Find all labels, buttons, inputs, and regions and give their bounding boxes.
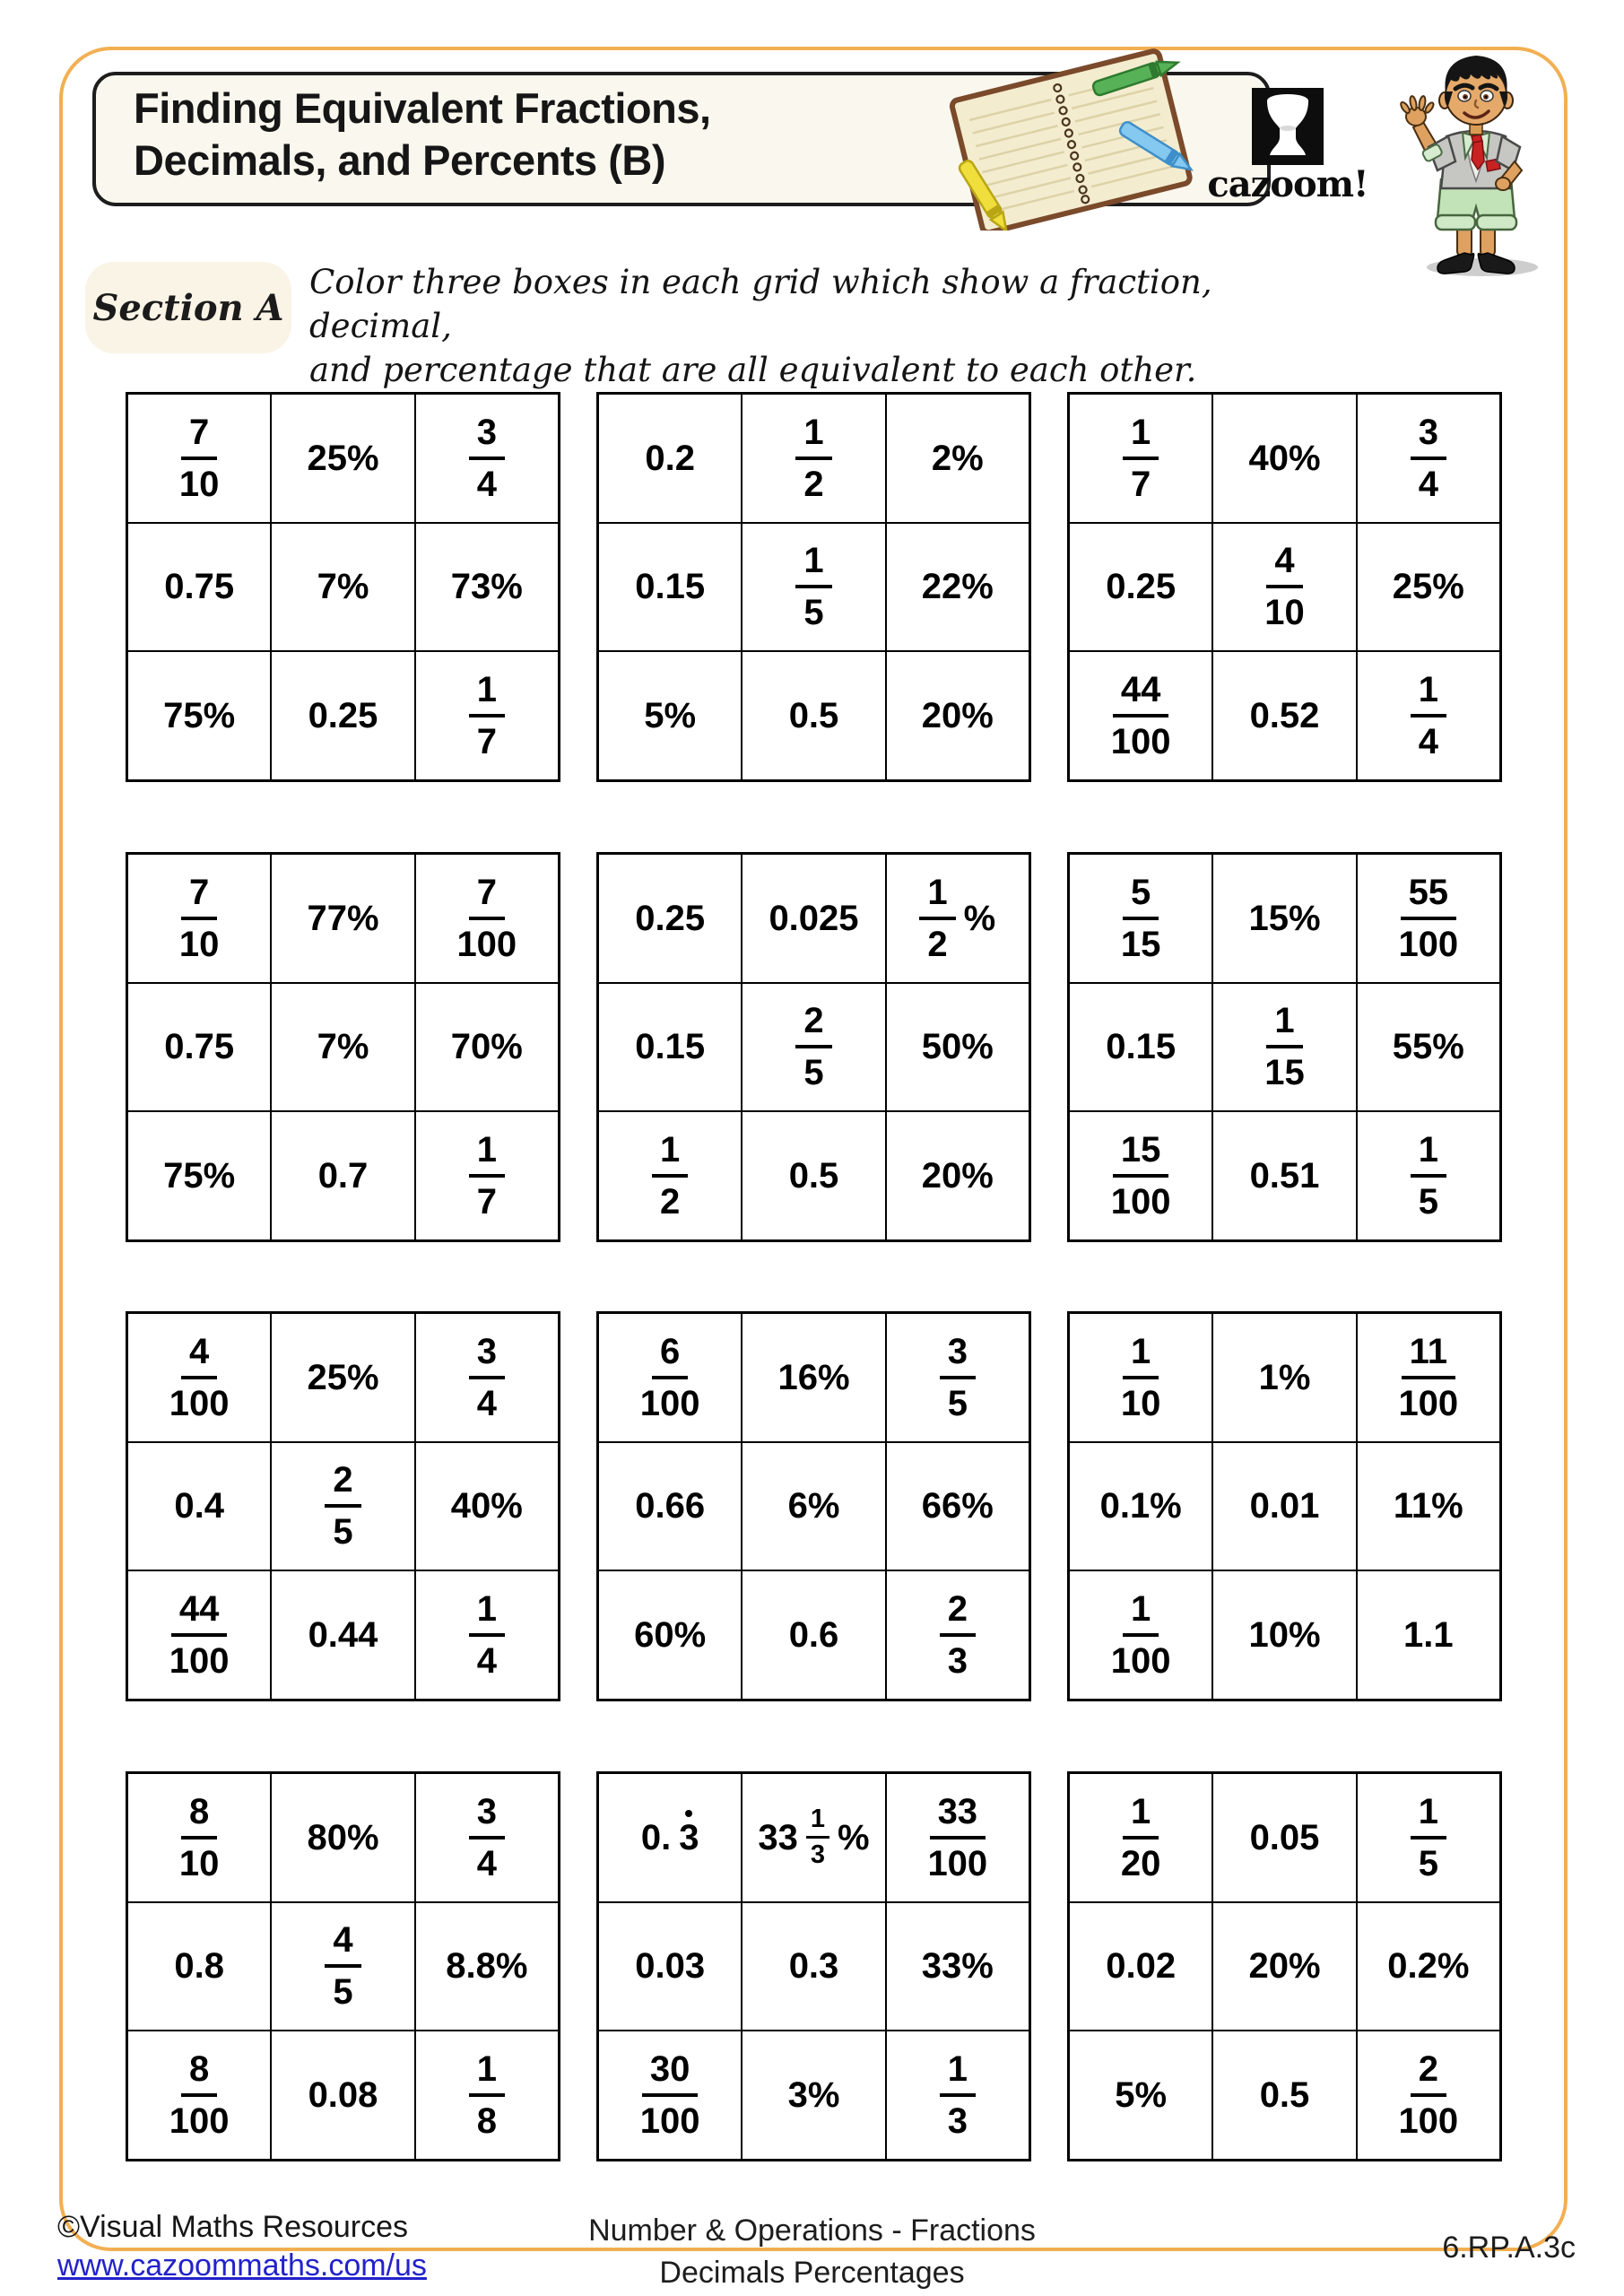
grid-4-cell-r3-c2[interactable] [271, 1111, 414, 1240]
cell-value: 25% [307, 438, 379, 478]
cell-value: 11% [1393, 1486, 1463, 1526]
fraction-value: $\frac{1}{2}$ [652, 1132, 688, 1220]
grid-4-cell-r2-c3[interactable] [415, 983, 559, 1112]
grid-6 [1067, 852, 1502, 1242]
grid-1-cell-r2-c1[interactable] [127, 523, 271, 652]
cell-value [1123, 414, 1159, 502]
cell-value: 15% [1248, 898, 1321, 938]
fraction-value: $\frac{1}{2}$ [795, 414, 831, 502]
cell-value: 10% [1248, 1615, 1321, 1656]
cell-value: 0.6 [788, 1615, 839, 1656]
cell-value: 0.01 [1249, 1486, 1320, 1526]
drum-icon [1261, 92, 1315, 161]
cell-value: 40% [450, 1486, 523, 1526]
cell-value: 0.51 [1249, 1156, 1320, 1196]
grid-10-cell-r1-c2[interactable] [271, 1773, 414, 1902]
cell-value: 8.8% [446, 1946, 528, 1987]
cell-value [469, 1331, 505, 1423]
cell-value: 7% [317, 1027, 369, 1067]
cell-value [161, 1589, 238, 1682]
cell-value [469, 1589, 505, 1682]
cell-value: 0.2% [1387, 1946, 1470, 1987]
grid-5-cell-r3-c2[interactable] [742, 1111, 885, 1240]
grid-2 [596, 392, 1031, 782]
grid-3-cell-r2-c1[interactable] [1069, 523, 1212, 652]
grid-7-cell-r2-c1[interactable] [127, 1442, 271, 1571]
footer-topic-line1: Number & Operations - Fractions [588, 2213, 1036, 2248]
grid-12-cell-r2-c2[interactable] [1212, 1902, 1356, 2031]
grid-5-cell-r1-c3[interactable] [886, 854, 1029, 983]
grid-9-cell-r2-c2[interactable] [1212, 1442, 1356, 1571]
fraction-value: $\frac{1}{3}$ [940, 2051, 976, 2139]
cell-value: 66% [921, 1486, 994, 1526]
fraction-value: $\frac{2}{5}$ [325, 1462, 360, 1550]
cell-value [325, 1920, 360, 2013]
cell-value: 7% [317, 567, 369, 607]
grid-6-cell-r1-c1[interactable] [1069, 854, 1212, 983]
cell-value [1411, 414, 1446, 502]
grid-8-cell-r1-c2[interactable] [742, 1313, 885, 1442]
cell-value: 33 $\frac{1}{3}$ % [758, 1805, 870, 1870]
grid-11-cell-r2-c2[interactable] [742, 1902, 885, 2031]
grid-6-cell-r1-c2[interactable] [1212, 854, 1356, 983]
cell-value: 55% [1392, 1027, 1464, 1067]
grid-11-cell-r2-c1[interactable] [598, 1902, 742, 2031]
fraction-value: $\frac{6}{100}$ [639, 1331, 700, 1423]
grid-10-cell-r2-c2[interactable] [271, 1902, 414, 2031]
grid-6-cell-r2-c3[interactable] [1357, 983, 1500, 1112]
grid-11-cell-r1-c3[interactable] [886, 1773, 1029, 1902]
cell-value [448, 874, 525, 962]
cazoom-logo-text: cazoom! [1207, 163, 1368, 205]
cell-value: 0.66 [635, 1486, 706, 1526]
footer-topic [588, 2210, 1036, 2294]
cell-value: 50% [921, 1027, 994, 1067]
fraction-value: $\frac{8}{10}$ [178, 1791, 220, 1883]
fraction-value: $\frac{1}{3}$ [806, 1806, 829, 1868]
fraction-value: $\frac{1}{15}$ [1264, 1001, 1305, 1093]
cell-value [1103, 672, 1179, 760]
page-title [134, 83, 711, 187]
grid-9-cell-r3-c1[interactable] [1069, 1570, 1212, 1700]
cell-value: 1% [1258, 1357, 1311, 1397]
cell-value: 16% [777, 1357, 850, 1397]
cell-value: 0.25 [308, 696, 378, 736]
cell-value [1411, 1132, 1446, 1220]
grid-7-cell-r1-c2[interactable] [271, 1313, 414, 1442]
notebook-illustration [933, 47, 1211, 230]
grid-7-cell-r3-c3[interactable] [415, 1570, 559, 1700]
cell-value: 3% [787, 2075, 840, 2116]
cell-value: 0.4 [174, 1486, 224, 1526]
cell-value [171, 414, 228, 502]
grid-1 [126, 392, 560, 782]
fraction-value: $\frac{1}{5}$ [1411, 1794, 1446, 1882]
cell-value: 25% [1392, 567, 1464, 607]
grid-9-cell-r3-c2[interactable] [1212, 1570, 1356, 1700]
fraction-value: $\frac{1}{7}$ [1123, 414, 1159, 502]
grid-3-cell-r3-c2[interactable] [1212, 651, 1356, 780]
grid-8-cell-r3-c2[interactable] [742, 1570, 885, 1700]
cell-value [1103, 1589, 1179, 1682]
cell-value: 5% [644, 696, 697, 736]
grid-2-cell-r2-c2[interactable] [742, 523, 885, 652]
grid-11-cell-r1-c2[interactable] [742, 1773, 885, 1902]
fraction-value: $\frac{3}{4}$ [469, 414, 505, 502]
fraction-value: $\frac{1}{4}$ [1411, 672, 1446, 760]
fraction-value: $\frac{3}{4}$ [469, 1334, 505, 1422]
fraction-value: $\frac{8}{100}$ [169, 2049, 230, 2142]
cell-value: 25% [307, 1357, 379, 1397]
grid-11-cell-r1-c1[interactable] [598, 1773, 742, 1902]
grid-10-cell-r2-c1[interactable] [127, 1902, 271, 2031]
fraction-value: $\frac{55}{100}$ [1398, 872, 1459, 964]
grid-7-cell-r1-c1[interactable] [127, 1313, 271, 1442]
grid-6-cell-r2-c2[interactable] [1212, 983, 1356, 1112]
grid-3-cell-r3-c1[interactable] [1069, 651, 1212, 780]
grid-10-cell-r1-c3[interactable] [415, 1773, 559, 1902]
copyright-text: ©Visual Maths Resources [57, 2210, 409, 2244]
cell-value: 0.5 [1259, 2075, 1310, 2116]
cell-value [795, 414, 831, 502]
grid-1-cell-r1-c1[interactable] [127, 394, 271, 523]
grid-1-cell-r2-c2[interactable] [271, 523, 414, 652]
cell-value [1113, 874, 1169, 962]
grid-5-cell-r2-c2[interactable] [742, 983, 885, 1112]
grid-11-cell-r3-c1[interactable] [598, 2031, 742, 2160]
cell-value: 0.15 [635, 1027, 706, 1067]
grid-10 [126, 1771, 560, 2161]
fraction-value: $\frac{2}{100}$ [1398, 2049, 1459, 2142]
standard-code: 6.RP.A.3c [1442, 2231, 1576, 2265]
website-link[interactable]: www.cazoommaths.com/us [57, 2248, 427, 2283]
grid-2-cell-r2-c3[interactable] [886, 523, 1029, 652]
cell-value [795, 1003, 831, 1091]
grid-11-cell-r2-c3[interactable] [886, 1902, 1029, 2031]
cell-value: 0.15 [635, 567, 706, 607]
fraction-value: $\frac{1}{7}$ [469, 1132, 505, 1220]
grid-4-cell-r2-c2[interactable] [271, 983, 414, 1112]
grid-2-cell-r1-c2[interactable] [742, 394, 885, 523]
fraction-value: $\frac{7}{10}$ [178, 412, 220, 504]
grid-8-cell-r3-c1[interactable] [598, 1570, 742, 1700]
grid-2-cell-r1-c1[interactable] [598, 394, 742, 523]
grid-11 [596, 1771, 1031, 2161]
cell-value [1390, 1331, 1466, 1423]
cell-value: 20% [921, 696, 994, 736]
cell-value [940, 1331, 976, 1423]
instruction-line1: Color three boxes in each grid which show a fraction, decimal, [309, 263, 1212, 345]
fraction-value: $\frac{11}{100}$ [1398, 1331, 1459, 1423]
grid-10-cell-r3-c2[interactable] [271, 2031, 414, 2160]
cell-value [940, 2049, 976, 2142]
cell-value [1256, 1003, 1313, 1091]
cell-value [325, 1462, 360, 1550]
boy-character [1385, 47, 1556, 282]
grid-12-cell-r3-c1[interactable] [1069, 2031, 1212, 2160]
cell-value: 0.75 [164, 1027, 235, 1067]
grid-7 [126, 1311, 560, 1701]
cell-value: 75% [163, 696, 236, 736]
cell-value [469, 2049, 505, 2142]
cell-value [469, 672, 505, 760]
cell-value: 0.1% [1099, 1486, 1182, 1526]
fraction-value: $\frac{1}{100}$ [1110, 1589, 1171, 1682]
grid-9-cell-r1-c3[interactable] [1357, 1313, 1500, 1442]
cell-value [919, 1791, 995, 1883]
cell-value [1103, 1132, 1179, 1220]
cell-value: 75% [163, 1156, 236, 1196]
cell-value: 0.025 [769, 898, 859, 938]
grid-1-cell-r3-c1[interactable] [127, 651, 271, 780]
grid-4 [126, 852, 560, 1242]
cell-value [161, 2049, 238, 2142]
cell-value: 0.25 [635, 898, 706, 938]
fraction-value: $\frac{44}{100}$ [169, 1589, 230, 1682]
grid-2-cell-r3-c1[interactable] [598, 651, 742, 780]
cell-value: 0.15 [1106, 1027, 1177, 1067]
footer-topic-line2: Decimals Percentages [659, 2256, 965, 2290]
fraction-value: $\frac{5}{15}$ [1120, 872, 1161, 964]
grid-10-cell-r1-c1[interactable] [127, 1773, 271, 1902]
fraction-value: $\frac{2}{5}$ [795, 1003, 831, 1091]
cell-value: 0.02 [1106, 1946, 1177, 1987]
grid-8 [596, 1311, 1031, 1701]
fraction-value: $\frac{1}{7}$ [469, 672, 505, 760]
fraction-value: $\frac{30}{100}$ [639, 2049, 700, 2142]
fraction-value: $\frac{4}{5}$ [325, 1922, 360, 2010]
grid-6-cell-r1-c3[interactable] [1357, 854, 1500, 983]
fraction-value: $\frac{1}{10}$ [1120, 1331, 1161, 1423]
grid-1-cell-r3-c3[interactable] [415, 651, 559, 780]
cell-value: 20% [1248, 1946, 1321, 1987]
cell-value [1390, 874, 1466, 962]
cell-value: 0.2 [645, 438, 695, 478]
fraction-value: $\frac{1}{5}$ [795, 543, 831, 631]
cell-value [161, 1331, 238, 1423]
grid-5-cell-r1-c2[interactable] [742, 854, 885, 983]
cell-value: 0.3 [788, 1946, 839, 1987]
grid-5-cell-r2-c3[interactable] [886, 983, 1029, 1112]
fraction-value: $\frac{33}{100}$ [927, 1791, 988, 1883]
grid-11-cell-r3-c2[interactable] [742, 2031, 885, 2160]
cell-value: 5% [1115, 2075, 1168, 2116]
grid-3-cell-r2-c3[interactable] [1357, 523, 1500, 652]
grid-5-cell-r3-c3[interactable] [886, 1111, 1029, 1240]
grid-7-cell-r3-c1[interactable] [127, 1570, 271, 1700]
fraction-value: $\frac{2}{3}$ [940, 1591, 976, 1679]
cell-value [652, 1132, 688, 1220]
fraction-value: $\frac{4}{10}$ [1264, 541, 1305, 633]
grid-5-cell-r1-c1[interactable] [598, 854, 742, 983]
grid-3-cell-r1-c1[interactable] [1069, 394, 1212, 523]
cell-value: 0.03 [635, 1946, 706, 1987]
cell-value: 40% [1248, 438, 1321, 478]
cell-value [1411, 1791, 1446, 1883]
cell-value: 20% [921, 1156, 994, 1196]
cell-value: 0. 3 [640, 1817, 699, 1857]
cell-value: 0.44 [308, 1615, 378, 1656]
instruction-text [309, 260, 1296, 392]
grid-6-cell-r3-c3[interactable] [1357, 1111, 1500, 1240]
cell-value: 0.5 [788, 1156, 839, 1196]
grid-9-cell-r2-c3[interactable] [1357, 1442, 1500, 1571]
grid-4-cell-r2-c1[interactable] [127, 983, 271, 1112]
grid-8-cell-r2-c2[interactable] [742, 1442, 885, 1571]
grid-12-cell-r1-c1[interactable] [1069, 1773, 1212, 1902]
grid-12-cell-r2-c3[interactable] [1357, 1902, 1500, 2031]
grid-6-cell-r3-c2[interactable] [1212, 1111, 1356, 1240]
grid-8-cell-r2-c1[interactable] [598, 1442, 742, 1571]
cell-value: 2% [931, 438, 984, 478]
grid-7-cell-r2-c2[interactable] [271, 1442, 414, 1571]
fraction-value: $\frac{3}{4}$ [1411, 414, 1446, 502]
grid-8-cell-r2-c3[interactable] [886, 1442, 1029, 1571]
fraction-value: $\frac{7}{10}$ [178, 872, 220, 964]
page-title-line2: Decimals, and Percents (B) [134, 136, 665, 184]
cell-value: $\frac{1}{2}$ % [919, 874, 995, 962]
grid-7-cell-r2-c3[interactable] [415, 1442, 559, 1571]
grid-3-cell-r1-c3[interactable] [1357, 394, 1500, 523]
page-title-line1: Finding Equivalent Fractions, [134, 84, 711, 132]
grid-8-cell-r1-c1[interactable] [598, 1313, 742, 1442]
grid-12-cell-r3-c3[interactable] [1357, 2031, 1500, 2160]
grid-12-cell-r3-c2[interactable] [1212, 2031, 1356, 2160]
grid-7-cell-r3-c2[interactable] [271, 1570, 414, 1700]
cell-value: 0.08 [308, 2075, 378, 2116]
grid-11-cell-r3-c3[interactable] [886, 2031, 1029, 2160]
cell-value [632, 2049, 708, 2142]
grid-12-cell-r2-c1[interactable] [1069, 1902, 1212, 2031]
grid-5 [596, 852, 1031, 1242]
grid-1-cell-r3-c2[interactable] [271, 651, 414, 780]
cell-value: 60% [634, 1615, 707, 1656]
cell-value: 0.52 [1249, 696, 1320, 736]
grid-9-cell-r3-c3[interactable] [1357, 1570, 1500, 1700]
cazoom-logo [1252, 88, 1324, 165]
grid-12 [1067, 1771, 1502, 2161]
fraction-value: $\frac{1}{8}$ [469, 2051, 505, 2139]
grid-9-cell-r1-c1[interactable] [1069, 1313, 1212, 1442]
grid-3 [1067, 392, 1502, 782]
grid-3-cell-r1-c2[interactable] [1212, 394, 1356, 523]
grid-8-cell-r1-c3[interactable] [886, 1313, 1029, 1442]
grid-2-cell-r3-c2[interactable] [742, 651, 885, 780]
grid-4-cell-r1-c2[interactable] [271, 854, 414, 983]
grid-7-cell-r1-c3[interactable] [415, 1313, 559, 1442]
fraction-value: $\frac{7}{100}$ [456, 872, 517, 964]
fraction-value: $\frac{4}{100}$ [169, 1331, 230, 1423]
cell-value: 6% [787, 1486, 840, 1526]
grid-1-cell-r2-c3[interactable] [415, 523, 559, 652]
grid-5-cell-r2-c1[interactable] [598, 983, 742, 1112]
fraction-value: $\frac{1}{4}$ [469, 1591, 505, 1679]
grid-4-cell-r3-c3[interactable] [415, 1111, 559, 1240]
cell-value: 80% [307, 1817, 379, 1857]
grid-10-cell-r3-c3[interactable] [415, 2031, 559, 2160]
cell-value: 0.7 [317, 1156, 369, 1196]
cell-value [1113, 1331, 1169, 1423]
cell-value: 1.1 [1403, 1615, 1454, 1656]
grid-12-cell-r1-c3[interactable] [1357, 1773, 1500, 1902]
cell-value: 0.75 [164, 567, 235, 607]
grid-10-cell-r3-c1[interactable] [127, 2031, 271, 2160]
cell-value: 70% [450, 1027, 523, 1067]
grid-9 [1067, 1311, 1502, 1701]
grid-5-cell-r3-c1[interactable] [598, 1111, 742, 1240]
grid-1-cell-r1-c2[interactable] [271, 394, 414, 523]
grid-10-cell-r2-c3[interactable] [415, 1902, 559, 2031]
cell-value: 0.05 [1249, 1817, 1320, 1857]
fraction-value: $\frac{1}{20}$ [1120, 1791, 1161, 1883]
fraction-value: $\frac{15}{100}$ [1110, 1130, 1171, 1222]
cell-value [1411, 672, 1446, 760]
cell-value [171, 874, 228, 962]
grid-4-cell-r3-c1[interactable] [127, 1111, 271, 1240]
cell-value [1113, 1791, 1169, 1883]
cell-value [795, 543, 831, 631]
grid-3-cell-r2-c2[interactable] [1212, 523, 1356, 652]
grid-9-cell-r1-c2[interactable] [1212, 1313, 1356, 1442]
grid-9-cell-r2-c1[interactable] [1069, 1442, 1212, 1571]
cell-value: 0.25 [1106, 567, 1177, 607]
cell-value: 0.8 [174, 1946, 224, 1987]
grid-6-cell-r3-c1[interactable] [1069, 1111, 1212, 1240]
fraction-value: $\frac{1}{5}$ [1411, 1132, 1446, 1220]
grid-2-cell-r1-c3[interactable] [886, 394, 1029, 523]
grid-1-cell-r1-c3[interactable] [415, 394, 559, 523]
cell-value [940, 1589, 976, 1682]
grid-6-cell-r2-c1[interactable] [1069, 983, 1212, 1112]
cell-value [469, 414, 505, 502]
cell-value: 33% [921, 1946, 994, 1987]
fraction-value: $\frac{3}{5}$ [940, 1334, 976, 1422]
grid-8-cell-r3-c3[interactable] [886, 1570, 1029, 1700]
cell-value [1256, 543, 1313, 631]
cell-value [469, 1791, 505, 1883]
grid-3-cell-r3-c3[interactable] [1357, 651, 1500, 780]
instruction-line2: and percentage that are all equivalent to each other. [309, 351, 1197, 389]
cell-value [1390, 2049, 1466, 2142]
cell-value [469, 1132, 505, 1220]
cell-value: 77% [307, 898, 379, 938]
grid-2-cell-r3-c3[interactable] [886, 651, 1029, 780]
cell-value: 73% [450, 567, 523, 607]
cell-value [632, 1331, 708, 1423]
grid-4-cell-r1-c1[interactable] [127, 854, 271, 983]
cell-value: 0.5 [788, 696, 839, 736]
section-label: Section A [85, 262, 291, 353]
grid-12-cell-r1-c2[interactable] [1212, 1773, 1356, 1902]
fraction-value: $\frac{3}{4}$ [469, 1794, 505, 1882]
cell-value: 22% [921, 567, 994, 607]
grid-2-cell-r2-c1[interactable] [598, 523, 742, 652]
fraction-value: $\frac{1}{2}$ [919, 874, 955, 962]
cell-value [171, 1791, 228, 1883]
fraction-value: $\frac{44}{100}$ [1110, 670, 1171, 762]
grid-4-cell-r1-c3[interactable] [415, 854, 559, 983]
